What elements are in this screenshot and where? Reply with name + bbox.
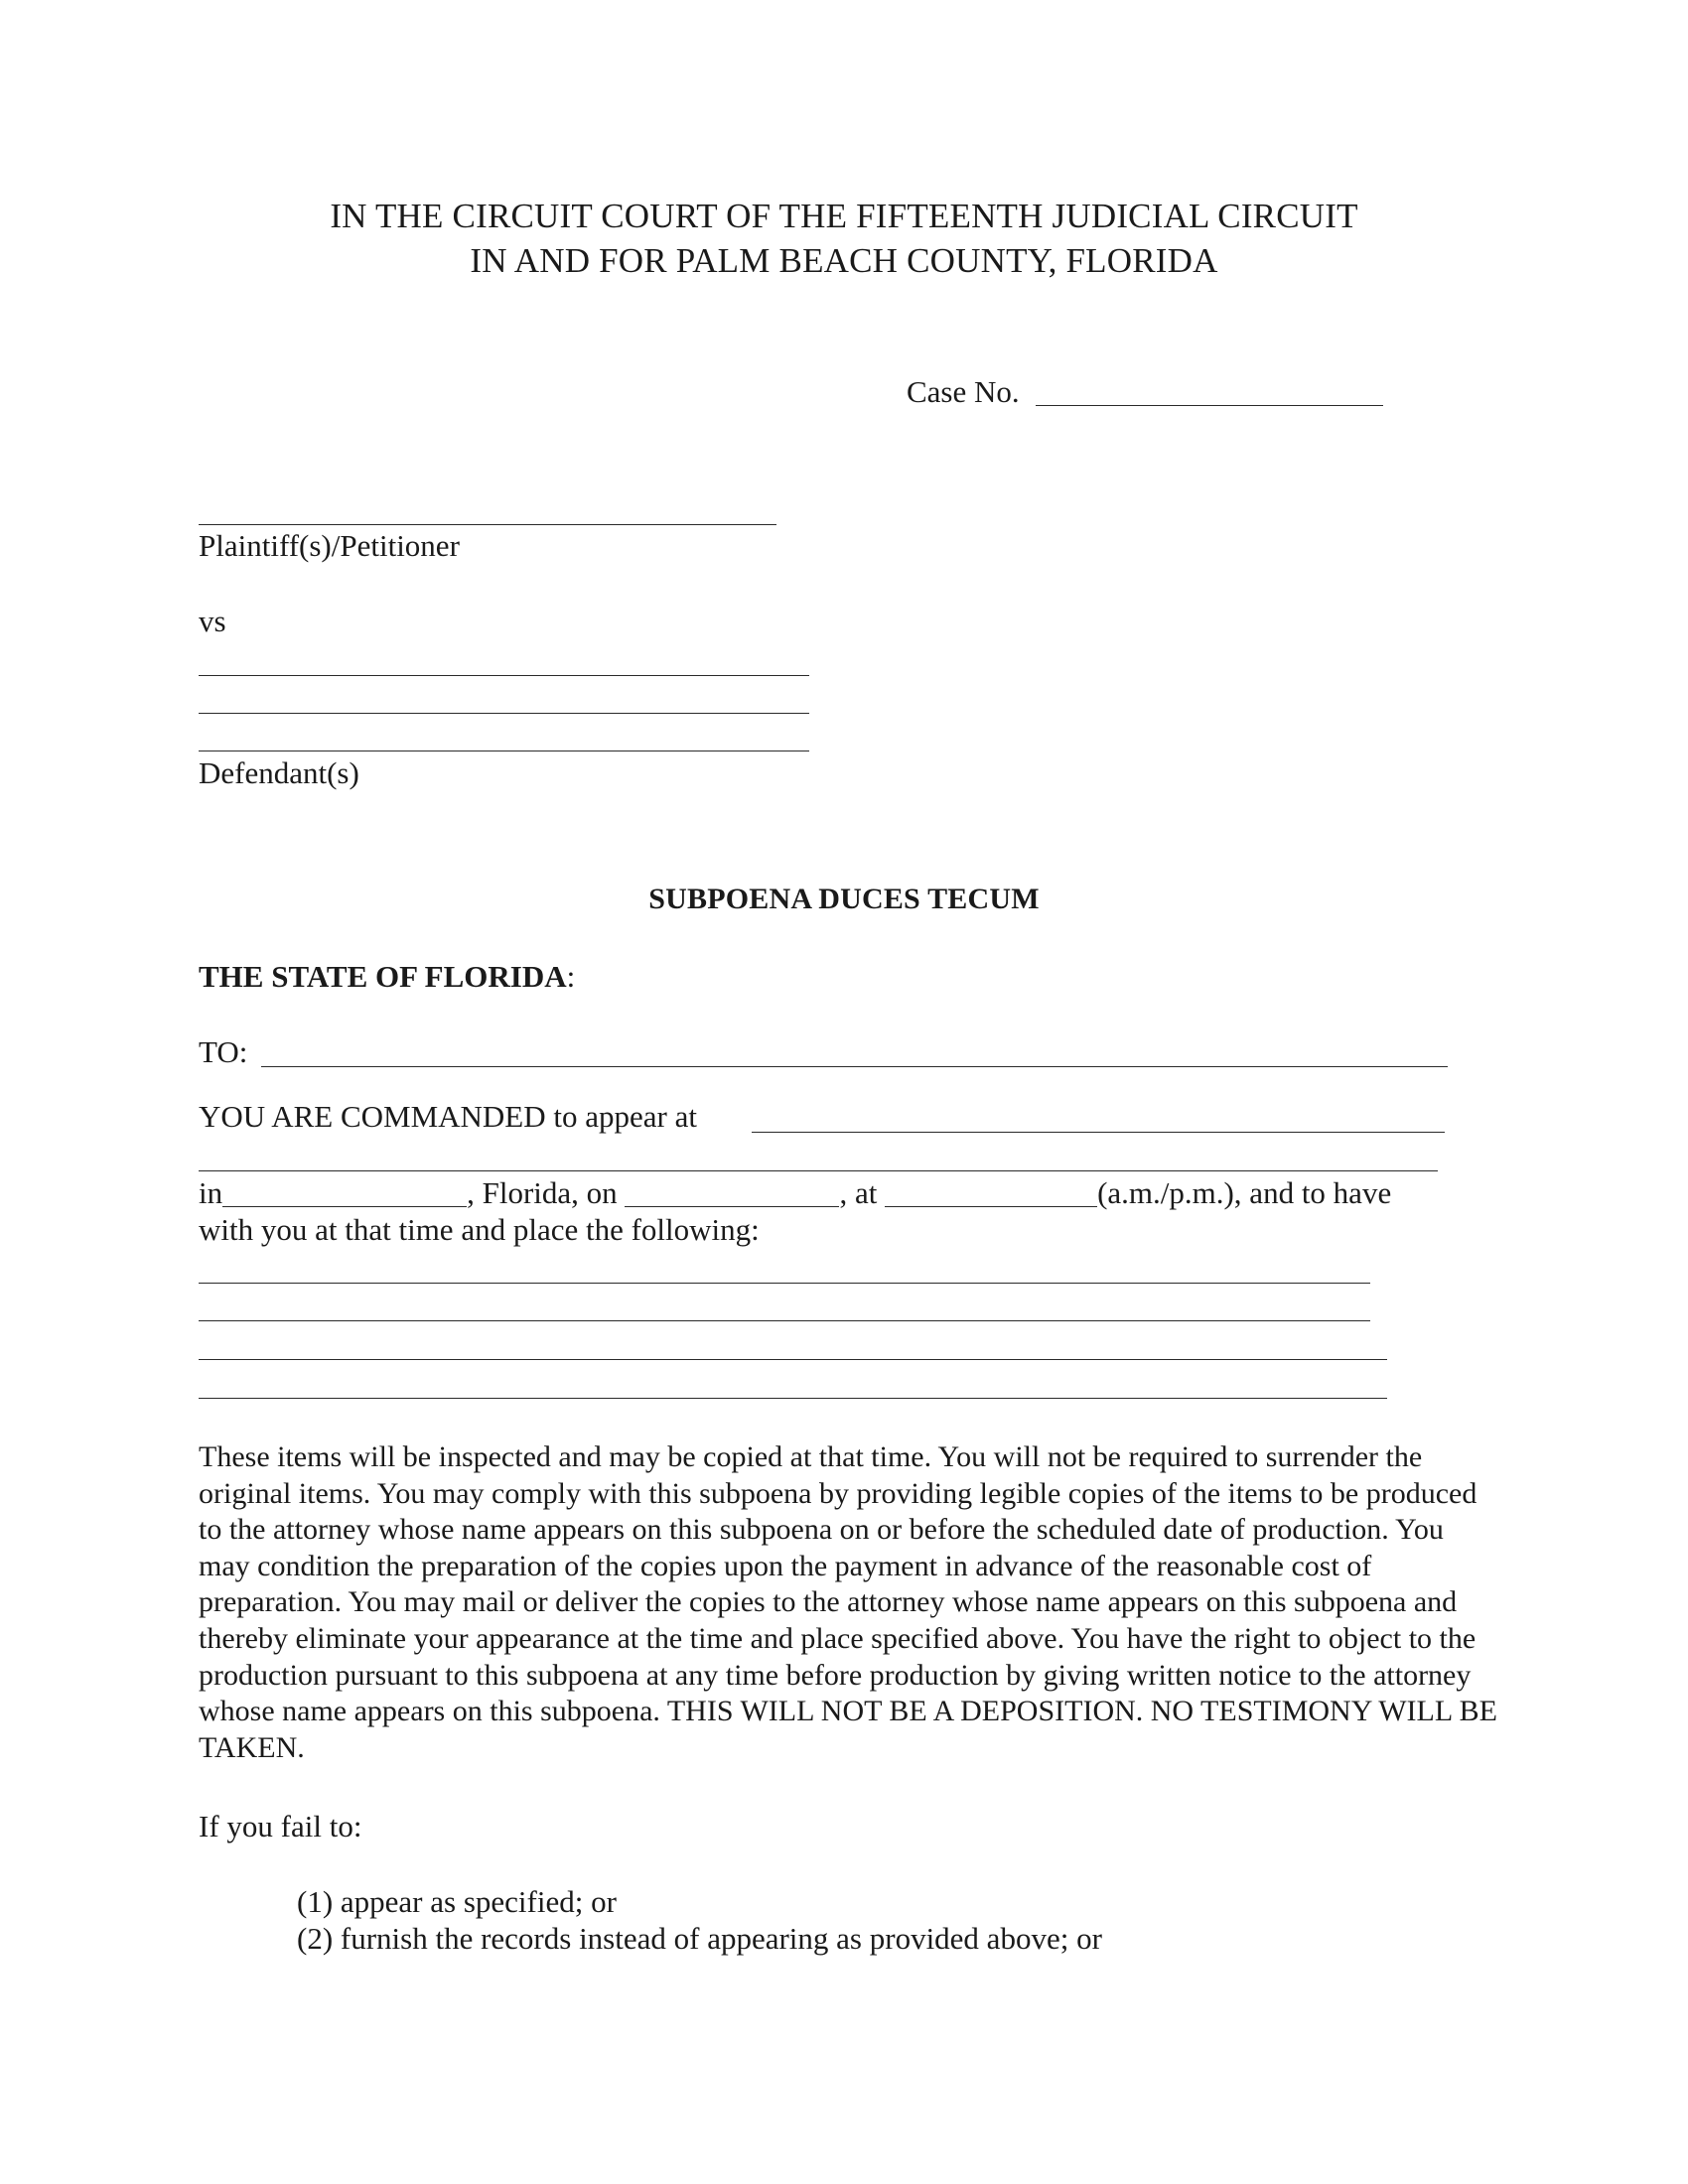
defendant-name-field-2[interactable] [199, 713, 809, 714]
items-field-3[interactable] [199, 1359, 1387, 1360]
city-field[interactable] [222, 1178, 467, 1207]
date-field[interactable] [625, 1178, 839, 1207]
case-number-field[interactable] [1036, 405, 1383, 406]
defendant-label: Defendant(s) [199, 755, 359, 790]
items-field-2[interactable] [199, 1320, 1370, 1321]
to-recipient-field[interactable] [261, 1066, 1448, 1067]
court-heading-line-1: IN THE CIRCUIT COURT OF THE FIFTEENTH JUDICIAL CIRCUIT [330, 197, 1358, 235]
appear-location-field-1[interactable] [752, 1132, 1445, 1133]
state-of-florida-text: THE STATE OF FLORIDA [199, 959, 567, 994]
plaintiff-label: Plaintiff(s)/Petitioner [199, 528, 460, 563]
items-field-1[interactable] [199, 1283, 1370, 1284]
in-label: in [199, 1175, 223, 1210]
appear-location-field-2[interactable] [199, 1170, 1438, 1171]
fail-item-1: (1) appear as specified; or [297, 1884, 617, 1919]
state-colon: : [566, 959, 576, 994]
at-label: , at [839, 1175, 878, 1210]
court-heading-line-2: IN AND FOR PALM BEACH COUNTY, FLORIDA [470, 241, 1218, 280]
plaintiff-name-field[interactable] [199, 524, 776, 525]
fail-label: If you fail to: [199, 1809, 362, 1843]
fail-item-2: (2) furnish the records instead of appearing as provided above; or [297, 1921, 1102, 1956]
to-label: TO: [199, 1034, 248, 1069]
state-of-florida-label [199, 959, 575, 995]
defendant-name-field-1[interactable] [199, 675, 809, 676]
with-you-label: with you at that time and place the following: [199, 1212, 760, 1247]
case-number-label: Case No. [907, 374, 1020, 409]
commanded-label: YOU ARE COMMANDED to appear at [199, 1099, 697, 1134]
document-title: SUBPOENA DUCES TECUM [648, 883, 1040, 915]
items-field-4[interactable] [199, 1398, 1387, 1399]
florida-on-label: , Florida, on [467, 1175, 618, 1210]
location-date-time-row [199, 1175, 1391, 1211]
vs-label: vs [199, 604, 226, 638]
notice-paragraph: These items will be inspected and may be copied at that time. You will not be required to surrender the original items. You may comply with this subpoena by providing legible copies of the items to be produced to the attorney whose name appears on this subpoena on or before the scheduled date of production. You may condition the preparation of the copies upon the payment in advance of the reasonable cost of preparation. You may mail or deliver the copies to the attorney whose name appears on this subpoena and thereby eliminate your appearance at the time and place specified above. You have the right to object to the production pursuant to this subpoena at any time before production by giving written notice to the attorney whose name appears on this subpoena. THIS WILL NOT BE A DEPOSITION. NO TESTIMONY WILL BE TAKEN. [199, 1440, 1497, 1764]
ampm-label: (a.m./p.m.), and to have [1097, 1175, 1392, 1210]
time-field[interactable] [885, 1178, 1097, 1207]
